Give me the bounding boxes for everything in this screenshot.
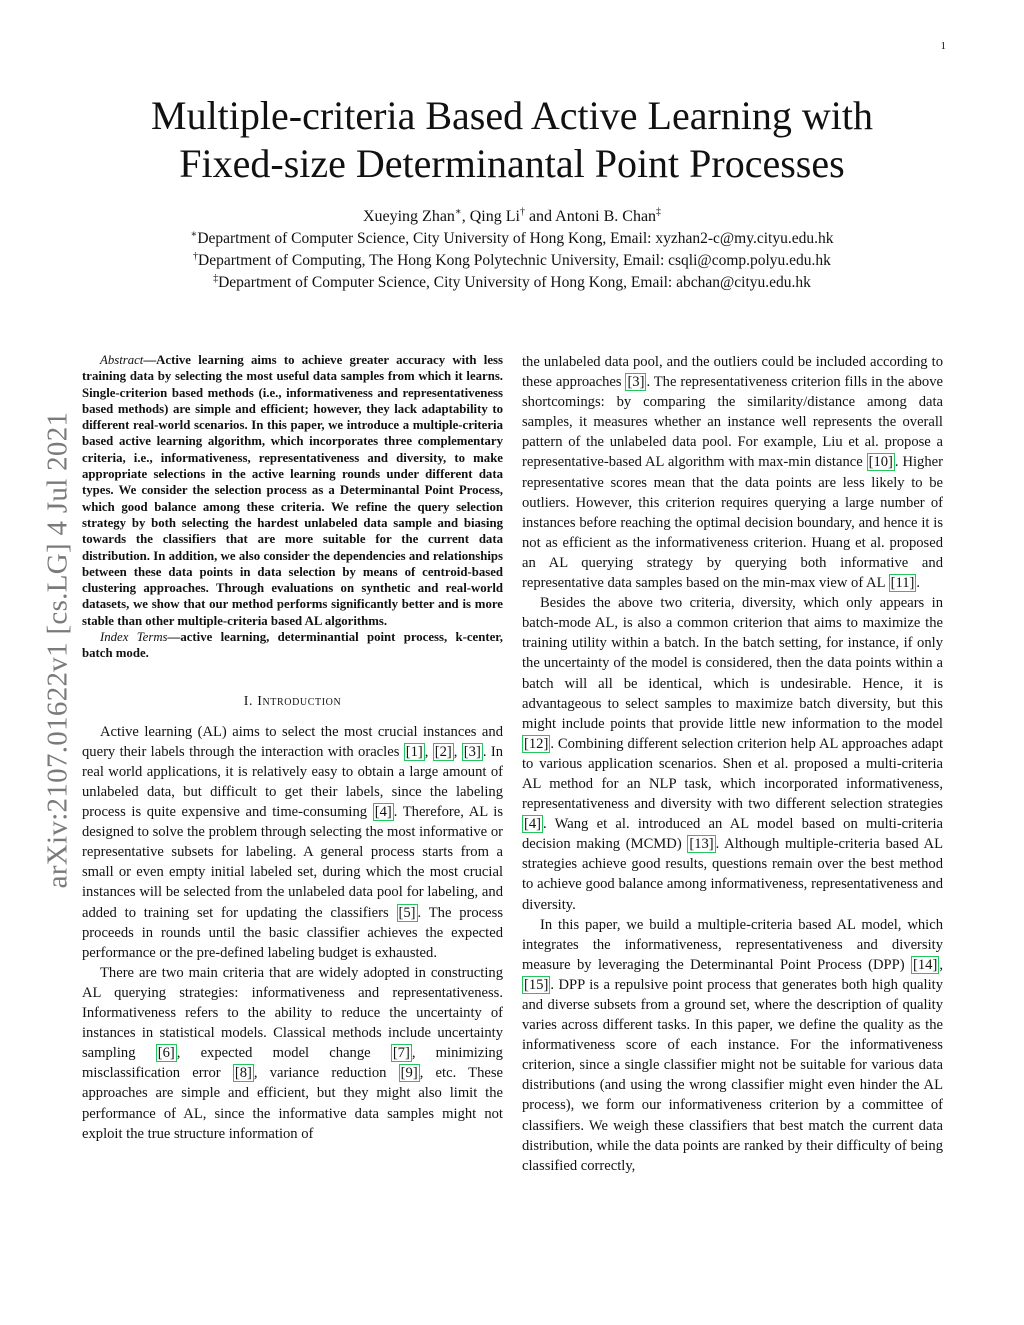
title-line-1: Multiple-criteria Based Active Learning with <box>151 93 873 138</box>
citation-link[interactable]: [10] <box>868 454 893 471</box>
body-paragraph: the unlabeled data pool, and the outliers could be included according to these approaches [3] . The representativeness criterion fills in the above shortcomings: by comparing the similarity/distance among data samples, it measures whether an instance well represents the overall pattern of the unlabeled data pool. For example, Liu et al. propose a representative-based AL algorithm with max-min distance [10] . Higher representative scores mean that the data points are less likely to be outliers. However, this criterion requires querying a large number of instances before reaching the optimal decision boundary, and hence it is not as efficient as the informativeness criterion. Huang et al. proposed an AL querying strategy by querying both informative and representative data samples based on the min-max view of AL [11] . <box>522 354 944 592</box>
citation-link[interactable]: [15] <box>524 976 549 993</box>
index-terms <box>82 629 503 662</box>
abstract-text: —Active learning aims to achieve greater accuracy with less training data by selecting the most useful data samples from which it learns. Single-criterion based methods (i.e., informativeness and representativeness based methods) are simple and efficient; however, they lack adaptability to different real-world scenarios. In this paper, we introduce a multiple-criteria based active learning algorithm, which incorporates three complementary criteria, i.e., informativeness, representativeness and diversity, to make appropriate selections in the active learning rounds under different data types. We consider the selection process as a Determinantal Point Process, which good balance among these criteria. We refine the query selection strategy by both selecting the hardest unlabeled data sample and biasing towards the classifiers that are more suitable for the current data distribution. In addition, we also consider the dependencies and relationships between these data points in data selection by means of centroid-based clustering approaches. Through evaluations on synthetic and real-world datasets, we show that our method performs significantly better and is more stable than other multiple-criteria based AL algorithms. <box>82 353 503 628</box>
author-mark: ∗ <box>454 206 462 218</box>
arxiv-identifier-stamp: arXiv:2107.01622v1 [cs.LG] 4 Jul 2021 <box>41 411 74 889</box>
citation-link[interactable]: [8] <box>234 1065 252 1082</box>
author-list: Xueying Zhan∗, Qing Li† and Antoni B. Chan‡ <box>362 206 662 225</box>
affiliation: ∗Department of Computer Science, City University of Hong Kong, Email: xyzhan2-c@my.cityu.edu.hk <box>190 228 834 247</box>
citation-link[interactable]: [4] <box>524 816 542 833</box>
author-name: Qing Li <box>469 208 520 225</box>
citation-link[interactable]: [3] <box>463 743 481 760</box>
citation-link[interactable]: [14] <box>913 956 938 973</box>
right-column <box>522 352 943 1176</box>
abstract <box>82 352 503 629</box>
section-heading <box>82 692 503 712</box>
author-name: Xueying Zhan <box>362 208 455 225</box>
author-name: Antoni B. Chan <box>555 208 657 225</box>
affiliation: ‡Department of Computer Science, City University of Hong Kong, Email: abchan@cityu.edu.hk <box>213 272 811 291</box>
body-paragraph: Besides the above two criteria, diversity, which only appears in batch-mode AL, is also a common criterion that aims to maximize the training utility within a batch. In the batch setting, for instance, if only the uncertainty of the model is considered, then the data points within a batch will all be identical, which is undesirable. Hence, it is advantageous to select samples to maximize batch diversity, but this might include points that provide little new information to the model [12] . Combining different selection criterion help AL approaches adapt to various application scenarios. Shen et al. proposed a multi-criteria AL method for an NLP task, which incorporated informativeness, representativeness and diversity with two different selection strategies [4] . Wang et al. introduced an AL model based on multi-criteria decision making (MCMD) [13] . Although multiple-criteria based AL strategies achieve good results, questions remain over the best method to achieve good balance among informativeness, representativeness and diversity. <box>522 595 943 913</box>
citation-link[interactable]: [12] <box>524 735 549 752</box>
body-paragraph: There are two main criteria that are widely adopted in constructing AL querying strategies: informativeness and representativeness. Informativeness refers to the ability to reduce the uncertainty of instances in statistical models. Classical methods include uncertainty sampling [6] , expected model change [7] , minimizing misclassification error [8] , variance reduction [9] , etc. These approaches are simple and efficient, but they might also limit the performance of AL, since the informative data samples might not exploit the true structure information of <box>82 964 503 1142</box>
index-terms-text: —active learning, determinantial point process, k-center, batch mode. <box>82 630 503 661</box>
citation-link[interactable]: [5] <box>398 904 416 921</box>
citation-link[interactable]: [9] <box>400 1065 418 1082</box>
affiliation: †Department of Computing, The Hong Kong Polytechnic University, Email: csqli@comp.polyu.edu.hk <box>193 250 831 269</box>
paper-title <box>82 92 942 188</box>
author-mark: † <box>519 206 525 218</box>
abstract-label: Abstract <box>100 353 144 367</box>
index-terms-label: Index Terms <box>100 630 168 645</box>
section-title: Introduction <box>257 693 342 709</box>
section-number: I. <box>243 693 254 709</box>
citation-link[interactable]: [1] <box>405 743 423 760</box>
citation-link[interactable]: [7] <box>392 1045 410 1062</box>
citation-link[interactable]: [3] <box>627 374 645 391</box>
citation-link[interactable]: [13] <box>689 836 714 853</box>
body-paragraph: Active learning (AL) aims to select the most crucial instances and query their labels through the interaction with oracles [1] , [2] , [3] . In real world applications, it is relatively easy to obtain a large amount of unlabeled data, but difficult to get their labels, since the labeling process is quite expensive and time-consuming [4] . Therefore, AL is designed to solve the problem through selecting the most informative or representative subsets for labeling. A general process starts from a small or even empty initial labeled set, during which the most crucial instances will be selected from the unlabeled data pool for labeling, and added to training set for updating the classifiers [5] . The process proceeds in rounds until the basic classifier achieves the expected performance or the pre-defined labeling budget is exhausted. <box>82 723 503 961</box>
citation-link[interactable]: [2] <box>434 743 452 760</box>
title-line-2: Fixed-size Determinantal Point Processes <box>179 141 845 186</box>
body-paragraph: In this paper, we build a multiple-criteria based AL model, which integrates the informativeness, representativeness and diversity measure by leveraging the Determinantal Point Process (DPP) [14] , [15] . DPP is a repulsive point process that generates both high quality and diverse subsets from a ground set, where the description of quality varies across different tasks. In this paper, we define the quality as the informativeness score of each instance. For the informativeness criterion, since a single classifier might not be suitable for various data distributions (and using the wrong classifier might even hinder the AL process), we form our informativeness criterion by a committee of classifiers. We weigh these classifiers that best match the current data distribution, while the data points are ranked by their difficulty of being classified correctly, <box>522 916 943 1174</box>
left-column <box>82 352 503 1144</box>
page-number: 1 <box>940 40 946 52</box>
citation-link[interactable]: [4] <box>374 804 392 821</box>
title-block <box>82 92 942 294</box>
author-mark: ‡ <box>656 206 662 218</box>
citation-link[interactable]: [6] <box>157 1045 175 1062</box>
citation-link[interactable]: [11] <box>890 575 915 592</box>
